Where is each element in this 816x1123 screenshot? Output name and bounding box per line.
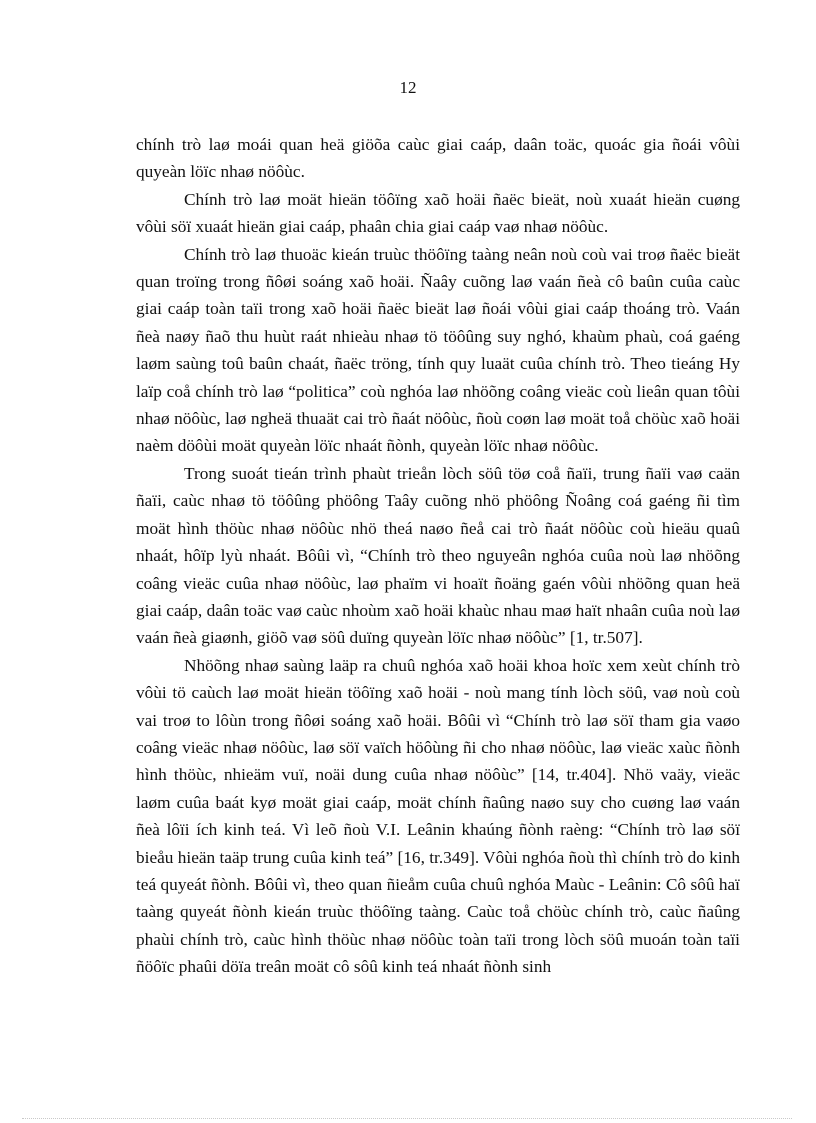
paragraph: Nhöõng nhaø saùng laäp ra chuû nghóa xaõ hoäi khoa hoïc xem xeùt chính trò vôùi tö caùch laø moät hieän töôïng xaõ hoäi - noù mang tính lòch söû, vaø noù coù vai troø to lôùn trong ñôøi soáng xaõ hoäi. Bôûi vì “Chính trò laø söï tham gia vaøo coâng vieäc nhaø nöôùc, laø söï vaïch höôùng ñi cho nhaø nöôùc, laø vieäc xaùc ñònh hình thöùc, nhieäm vuï, noäi dung cuûa nhaø nöôùc” [14, tr.404]. Nhö vaäy, vieäc laøm cuûa baát kyø moät giai caáp, moät chính ñaûng naøo suy cho cuøng laø vaán ñeà lôïi ích kinh teá. Vì leõ ñoù V.I. Leânin khaúng ñònh raèng: “Chính trò laø söï bieåu hieän taäp trung cuûa kinh teá” [16, tr.349]. Vôùi nghóa ñoù thì chính trò do kinh teá quyeát ñònh. Bôûi vì, theo quan ñieåm cuûa chuû nghóa Maùc - Leânin: Cô sôû haï taàng quyeát ñònh kieán truùc thöôïng taàng. Caùc toå chöùc chính trò, caùc ñaûng phaùi chính trò, caùc hình thöùc nhaø nöôùc toàn taïi trong lòch söû muoán toàn taïi ñöôïc phaûi döïa treân moät cô sôû kinh teá nhaát ñònh sinh bbox=[136, 655, 740, 977]
page-number: 12 bbox=[399, 78, 417, 97]
paragraph: Trong suoát tieán trình phaùt trieån lòch söû töø coå ñaïi, trung ñaïi vaø caän ñaïi, caùc nhaø tö töôûng phöông Taây cuõng nhö phöông Ñoâng coá gaéng ñi tìm moät hình thöùc nhaø nöôùc nhö theá naøo ñeå cai trò ñaát nöôùc coù hieäu quaû nhaát, hôïp lyù nhaát. Bôûi vì, “Chính trò theo nguyeân nghóa cuûa noù laø nhöõng coâng vieäc cuûa nhaø nöôùc, laø phaïm vi hoaït ñoäng gaén vôùi nhöõng quan heä giai caáp, daân toäc vaø caùc nhoùm xaõ hoäi khaùc nhau maø haït nhaân cuûa noù laø vaán ñeà giaønh, giöõ vaø söû duïng quyeàn löïc nhaø nöôùc” [1, tr.507]. bbox=[136, 463, 740, 648]
paragraph: Chính trò laø thuoäc kieán truùc thöôïng taàng neân noù coù vai troø ñaëc bieät quan troïng trong ñôøi soáng xaõ hoäi. Ñaây cuõng laø vaán ñeà cô baûn cuûa caùc giai caáp toàn taïi trong xaõ hoäi ñaëc bieät laø ñoái vôùi giai caáp thoáng trò. Vaán ñeà naøy ñaõ thu huùt raát nhieàu nhaø tö töôûng suy nghó, khaùm phaù, coá gaéng laøm saùng toû baûn chaát, ñaëc tröng, tính quy luaät cuûa chính trò. Theo tieáng Hy laïp coå chính trò laø “politica” coù nghóa laø nhöõng coâng vieäc coù lieân quan tôùi nhaø nöôùc, laø ngheä thuaät cai trò ñaát nöôùc, ñoù coøn laø moät toå chöùc xaõ hoäi naèm döôùi moät quyeàn löïc nhaát ñònh, quyeàn löïc nhaø nöôùc. bbox=[136, 244, 740, 456]
paragraph: Chính trò laø moät hieän töôïng xaõ hoäi ñaëc bieät, noù xuaát hieän cuøng vôùi söï xuaát hieän giai caáp, phaân chia giai caáp vaø nhaø nöôùc. bbox=[136, 189, 740, 237]
page-bottom-divider bbox=[22, 1118, 792, 1119]
paragraph-continued: chính trò laø moái quan heä giöõa caùc giai caáp, daân toäc, quoác gia ñoái vôùi quyeàn löïc nhaø nöôùc. bbox=[136, 135, 740, 182]
body-text bbox=[136, 131, 740, 981]
